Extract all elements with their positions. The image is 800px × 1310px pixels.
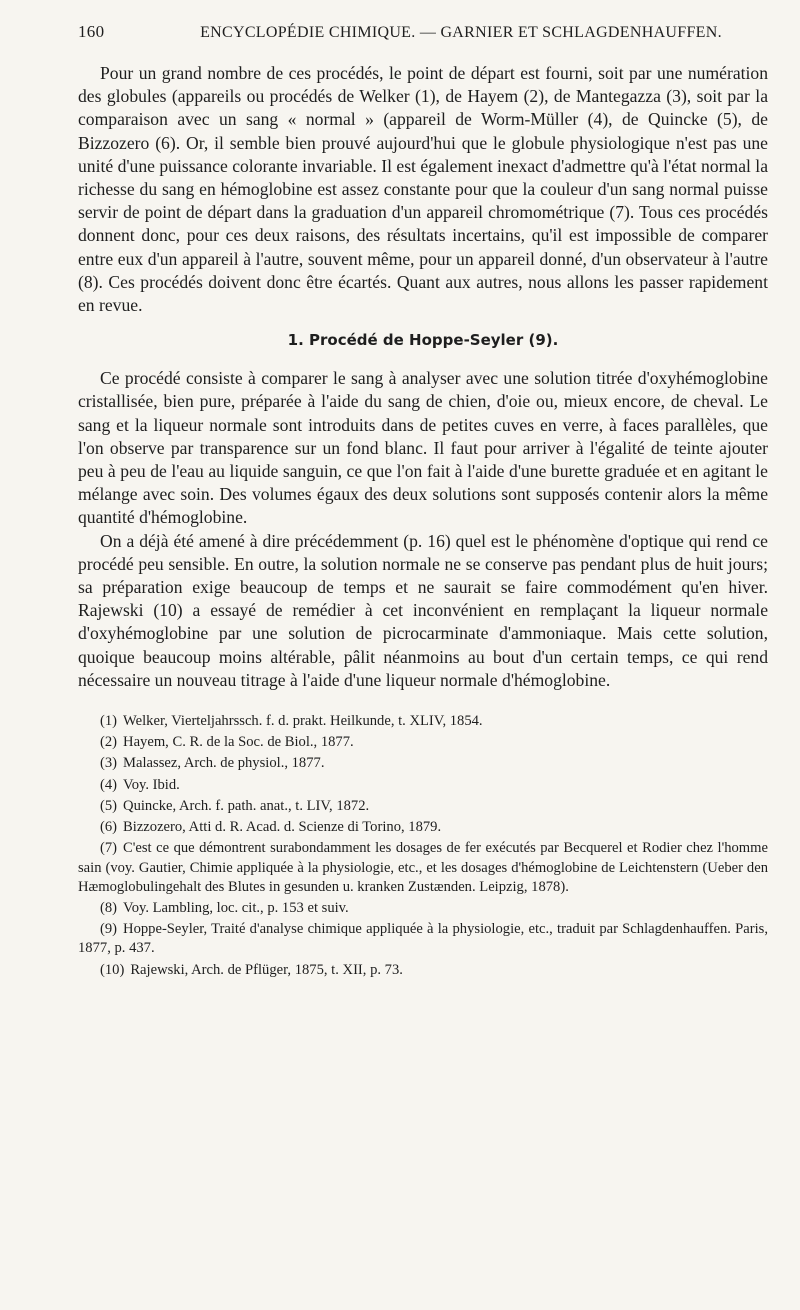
footnote: (1) Welker, Vierteljahrssch. f. d. prakt. Heilkunde, t. XLIV, 1854.	[100, 713, 483, 730]
page-number: 160	[78, 22, 105, 41]
page-header	[78, 22, 768, 48]
footnote: (2) Hayem, C. R. de la Soc. de Biol., 1877.	[100, 734, 354, 751]
footnote: (3) Malassez, Arch. de physiol., 1877.	[100, 755, 325, 772]
page	[78, 22, 768, 982]
footnotes	[78, 712, 768, 980]
intro-paragraph: Pour un grand nombre de ces procédés, le point de départ est fourni, soit par une numération des globules (appareils ou procédés de Welker (1), de Hayem (2), de Mantegazza (3), soit par la comparaison avec un sang « normal » (appareil de Worm-Müller (4), de Quincke (5), de Bizzozero (6). Or, il semble bien prouvé aujourd'hui que le globule physiologique n'est pas une unité d'une puissance colorante invariable. Il est également inexact d'admettre qu'à l'état normal la richesse du sang en hémoglobine est assez constante pour que la couleur d'un sang normal puisse servir de point de départ dans la graduation d'un appareil chromométrique (7). Tous ces procédés donnent donc, pour ces deux raisons, des résultats incertains, qu'il est impossible de comparer entre eux d'un appareil à l'autre, souvent même, pour un appareil donné, d'un observateur à l'autre (8). Ces procédés doivent donc être écartés. Quant aux autres, nous allons les passer rapidement en revue.	[78, 63, 768, 316]
footnote: (7) C'est ce que démontrent surabondamment les dosages de fer exécutés par Becquerel et Rodier chez l'homme sain (voy. Gautier, Chimie appliquée à la physiologie, etc., et les dosages d'hémoglobine de Leichtenstern (Ueber den Hæmoglobulingehalt des Blutes in gesunden u. kranken Zustænden. Leipzig, 1878).	[78, 840, 768, 895]
footnote: (6) Bizzozero, Atti d. R. Acad. d. Scienze di Torino, 1879.	[100, 819, 442, 836]
footnote: (10) Rajewski, Arch. de Pflüger, 1875, t. XII, p. 73.	[100, 961, 403, 978]
footnote: (8) Voy. Lambling, loc. cit., p. 153 et suiv.	[100, 899, 349, 916]
section-title: 1. Procédé de Hoppe-Seyler (9).	[287, 331, 559, 350]
section-paragraph: On a déjà été amené à dire précédemment (p. 16) quel est le phénomène d'optique qui rend ce procédé peu sensible. En outre, la solution normale ne se conserve pas pendant plus de huit jours; sa préparation exige beaucoup de temps et ne saurait se faire commodément qu'en hiver. Rajewski (10) a essayé de remédier à cet inconvénient en remplaçant la liqueur normale d'oxyhémoglobine par une solution de picrocarminate d'ammoniaque. Mais cette solution, quoique beaucoup moins altérable, pâlit néanmoins au bout d'un certain temps, ce qui rend nécessaire un nouveau titrage à l'aide d'une liqueur normale d'hémoglobine.	[78, 530, 768, 690]
footnote: (9) Hoppe-Seyler, Traité d'analyse chimique appliquée à la physiologie, etc., traduit par Schlagdenhauffen. Paris, 1877, p. 437.	[78, 921, 768, 957]
body-text	[78, 62, 768, 692]
running-title: ENCYCLOPÉDIE CHIMIQUE. — GARNIER ET SCHLAGDENHAUFFEN.	[200, 24, 722, 41]
section-paragraph: Ce procédé consiste à comparer le sang à analyser avec une solution titrée d'oxyhémoglobine cristallisée, bien pure, préparée à l'aide du sang de chien, d'oie ou, mieux encore, de cheval. Le sang et la liqueur normale sont introduits dans de petites cuves en verre, à faces parallèles, que l'on observe par transparence sur un fond blanc. Il faut pour arriver à l'égalité de teinte ajouter peu à peu de l'eau au liquide sanguin, ce que l'on fait à l'aide d'une burette graduée et en agitant le mélange avec soin. Des volumes égaux des deux solutions sont supposés contenir alors la même quantité d'hémoglobine.	[78, 368, 768, 528]
footnote: (5) Quincke, Arch. f. path. anat., t. LIV, 1872.	[100, 797, 370, 814]
footnote: (4) Voy. Ibid.	[100, 776, 180, 793]
